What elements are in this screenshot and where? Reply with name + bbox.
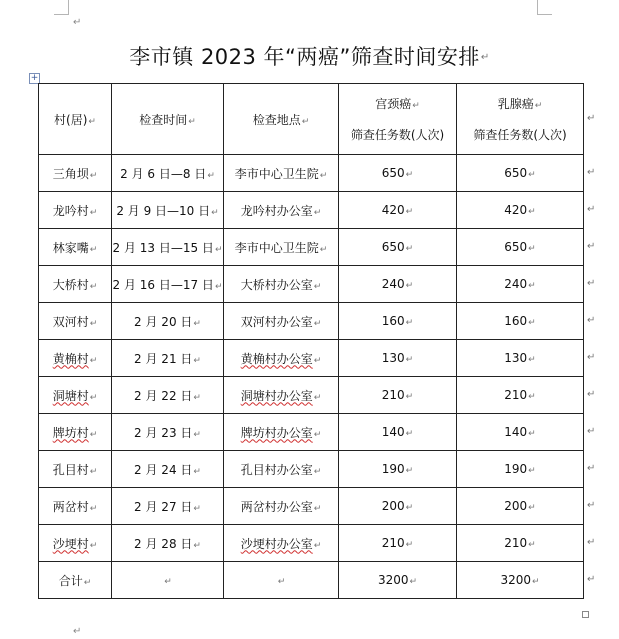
table-row <box>39 229 584 266</box>
table-row <box>39 451 584 488</box>
header-time: 检查时间↵ <box>112 84 224 155</box>
time-cell: 2 月 21 日↵ <box>112 340 224 377</box>
empty-cell: ↵ <box>112 562 224 599</box>
village-cell: 孔目村↵ <box>39 451 112 488</box>
cervical-count-cell: 650↵ <box>339 229 457 266</box>
cervical-count-cell: 210↵ <box>339 377 457 414</box>
time-cell: 2 月 20 日↵ <box>112 303 224 340</box>
place-cell: 两岔村办公室↵ <box>224 488 339 525</box>
row-end-mark-icon: ↵ <box>587 500 596 511</box>
row-end-mark-icon: ↵ <box>587 278 596 289</box>
row-end-mark-icon: ↵ <box>587 167 596 178</box>
title-text: 李市镇 2023 年“两癌”筛查时间安排 <box>129 45 480 69</box>
total-breast-cell: 3200↵ <box>457 562 584 599</box>
table-row <box>39 266 584 303</box>
village-cell: 沙埂村↵ <box>39 525 112 562</box>
row-end-mark-icon: ↵ <box>587 537 596 548</box>
time-cell: 2 月 22 日↵ <box>112 377 224 414</box>
table-row <box>39 303 584 340</box>
place-cell: 沙埂村办公室↵ <box>224 525 339 562</box>
cervical-count-cell: 240↵ <box>339 266 457 303</box>
breast-count-cell: 140↵ <box>457 414 584 451</box>
breast-count-cell: 200↵ <box>457 488 584 525</box>
place-cell: 牌坊村办公室↵ <box>224 414 339 451</box>
table-row <box>39 414 584 451</box>
place-cell: 龙吟村办公室↵ <box>224 192 339 229</box>
table-header-row <box>39 84 584 155</box>
header-place: 检查地点↵ <box>224 84 339 155</box>
cervical-count-cell: 160↵ <box>339 303 457 340</box>
village-cell: 龙吟村↵ <box>39 192 112 229</box>
place-cell: 孔目村办公室↵ <box>224 451 339 488</box>
cervical-count-cell: 130↵ <box>339 340 457 377</box>
paragraph-mark-icon: ↵ <box>73 626 82 637</box>
cervical-count-cell: 200↵ <box>339 488 457 525</box>
breast-count-cell: 420↵ <box>457 192 584 229</box>
time-cell: 2 月 9 日—10 日↵ <box>112 192 224 229</box>
table-row <box>39 192 584 229</box>
row-end-mark-icon: ↵ <box>587 389 596 400</box>
time-cell: 2 月 13 日—15 日↵ <box>112 229 224 266</box>
table-resize-handle[interactable] <box>582 611 589 618</box>
time-cell: 2 月 6 日—8 日↵ <box>112 155 224 192</box>
time-cell: 2 月 16 日—17 日↵ <box>112 266 224 303</box>
breast-count-cell: 650↵ <box>457 155 584 192</box>
table-row <box>39 340 584 377</box>
header-village: 村(居)↵ <box>39 84 112 155</box>
empty-cell: ↵ <box>224 562 339 599</box>
place-cell: 大桥村办公室↵ <box>224 266 339 303</box>
place-cell: 双河村办公室↵ <box>224 303 339 340</box>
header-breast: 乳腺癌↵ 筛查任务数(人次) <box>457 84 584 155</box>
paragraph-mark-icon: ↵ <box>480 52 490 63</box>
table-row <box>39 155 584 192</box>
table-move-handle-icon[interactable]: + <box>30 73 39 83</box>
time-cell: 2 月 24 日↵ <box>112 451 224 488</box>
place-cell: 李市中心卫生院↵ <box>224 155 339 192</box>
village-cell: 三角坝↵ <box>39 155 112 192</box>
cervical-count-cell: 210↵ <box>339 525 457 562</box>
breast-count-cell: 190↵ <box>457 451 584 488</box>
cervical-count-cell: 140↵ <box>339 414 457 451</box>
row-end-mark-icon: ↵ <box>587 315 596 326</box>
row-end-mark-icon: ↵ <box>587 113 596 124</box>
row-end-mark-icon: ↵ <box>587 574 596 585</box>
place-cell: 李市中心卫生院↵ <box>224 229 339 266</box>
breast-count-cell: 240↵ <box>457 266 584 303</box>
village-cell: 两岔村↵ <box>39 488 112 525</box>
breast-count-cell: 130↵ <box>457 340 584 377</box>
village-cell: 大桥村↵ <box>39 266 112 303</box>
paragraph-mark-icon: ↵ <box>73 17 82 28</box>
total-cervical-cell: 3200↵ <box>339 562 457 599</box>
village-cell: 双河村↵ <box>39 303 112 340</box>
breast-count-cell: 210↵ <box>457 377 584 414</box>
cervical-count-cell: 190↵ <box>339 451 457 488</box>
total-label-cell: 合计↵ <box>39 562 112 599</box>
place-cell: 洞塘村办公室↵ <box>224 377 339 414</box>
breast-count-cell: 210↵ <box>457 525 584 562</box>
schedule-table <box>38 83 584 599</box>
table-row <box>39 488 584 525</box>
village-cell: 牌坊村↵ <box>39 414 112 451</box>
village-cell: 洞塘村↵ <box>39 377 112 414</box>
table-row <box>39 377 584 414</box>
total-row <box>39 562 584 599</box>
row-end-mark-icon: ↵ <box>587 241 596 252</box>
breast-count-cell: 650↵ <box>457 229 584 266</box>
document-title <box>0 42 619 73</box>
table-row <box>39 525 584 562</box>
page-corner-mark-right <box>537 0 552 15</box>
breast-count-cell: 160↵ <box>457 303 584 340</box>
header-cervical: 宫颈癌↵ 筛查任务数(人次) <box>339 84 457 155</box>
time-cell: 2 月 28 日↵ <box>112 525 224 562</box>
cervical-count-cell: 420↵ <box>339 192 457 229</box>
row-end-mark-icon: ↵ <box>587 463 596 474</box>
village-cell: 黄桷村↵ <box>39 340 112 377</box>
page-corner-mark-left <box>54 0 69 15</box>
time-cell: 2 月 27 日↵ <box>112 488 224 525</box>
row-end-mark-icon: ↵ <box>587 204 596 215</box>
row-end-mark-icon: ↵ <box>587 352 596 363</box>
time-cell: 2 月 23 日↵ <box>112 414 224 451</box>
village-cell: 林家嘴↵ <box>39 229 112 266</box>
row-end-mark-icon: ↵ <box>587 426 596 437</box>
place-cell: 黄桷村办公室↵ <box>224 340 339 377</box>
cervical-count-cell: 650↵ <box>339 155 457 192</box>
